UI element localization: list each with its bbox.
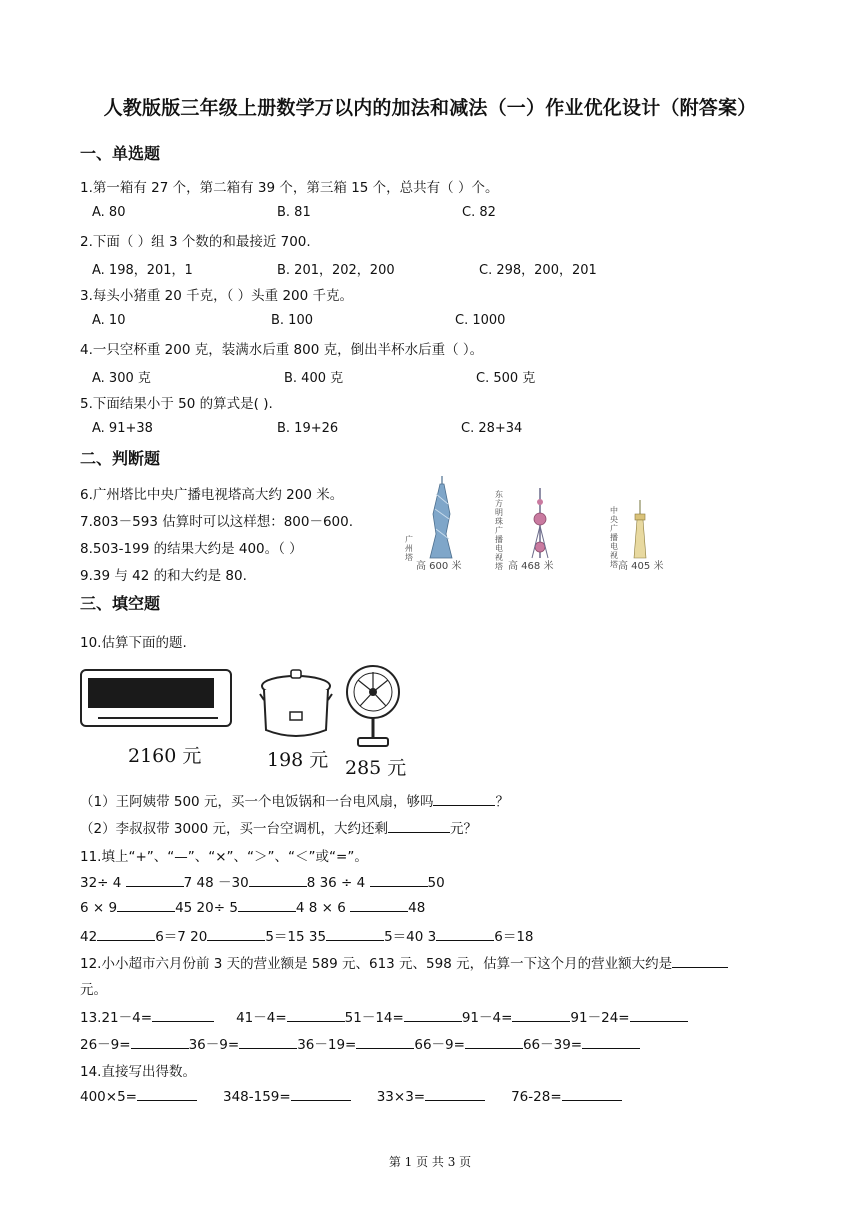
question-8: 8.503-199 的结果大约是 400。（ ） bbox=[80, 541, 303, 557]
q11-expr: 50 bbox=[427, 875, 445, 891]
q2-option-a: A. 198，201，1 bbox=[92, 263, 193, 278]
q11-row-3 bbox=[80, 925, 534, 945]
answer-blank[interactable] bbox=[137, 1087, 197, 1101]
question-7: 7.803－593 估算时可以这样想：800－600. bbox=[80, 514, 354, 530]
q4-option-a: A. 300 克 bbox=[92, 371, 151, 386]
q13-expr: 41－4= bbox=[236, 1010, 287, 1026]
q10-sub1-text: （1）王阿姨带 500 元，买一个电饭锅和一台电风扇，够吗 bbox=[80, 794, 434, 810]
q11-expr: 45 20÷ 5 bbox=[175, 900, 238, 916]
answer-blank[interactable] bbox=[326, 927, 384, 941]
question-11: 11.填上“+”、“—”、“×”、“＞”、“＜”或“=”。 bbox=[80, 849, 368, 865]
q11-expr: 5＝40 3 bbox=[384, 929, 437, 945]
q1-option-b: B. 81 bbox=[277, 205, 311, 220]
q10-sub2-text: （2）李叔叔带 3000 元，买一台空调机，大约还剩 bbox=[80, 821, 389, 837]
answer-blank[interactable] bbox=[672, 954, 728, 968]
answer-blank[interactable] bbox=[350, 898, 408, 912]
q12-end: 元。 bbox=[80, 982, 107, 998]
guangzhou-tower-name: 广州塔 bbox=[405, 535, 413, 562]
q10-sub2-end: 元？ bbox=[450, 821, 478, 837]
answer-blank[interactable] bbox=[97, 927, 155, 941]
question-9: 9.39 与 42 的和大约是 80. bbox=[80, 568, 247, 584]
q11-expr: 6＝18 bbox=[494, 929, 534, 945]
q11-expr: 8 36 ÷ 4 bbox=[306, 875, 370, 891]
guangzhou-tower-image bbox=[430, 476, 452, 558]
q11-expr: 7 48 －30 bbox=[183, 875, 249, 891]
q3-option-c: C. 1000 bbox=[455, 313, 506, 328]
q13-expr: 51－14= bbox=[344, 1010, 404, 1026]
q4-option-c: C. 500 克 bbox=[476, 371, 536, 386]
q14-expr: 33×3= bbox=[376, 1089, 426, 1105]
q11-expr: 6＝7 20 bbox=[155, 929, 208, 945]
electric-fan-icon bbox=[347, 666, 399, 746]
oriental-pearl-tower-image bbox=[532, 488, 548, 558]
cctv-tower-image bbox=[634, 500, 646, 558]
q12-text: 12.小小超市六月份前 3 天的营业额是 589 元、613 元、598 元，估算一下这个月的营业额大约是 bbox=[80, 956, 673, 972]
cctv-tower-name: 中央广播电视塔 bbox=[610, 506, 618, 569]
air-conditioner-price: 2160 元 bbox=[128, 745, 202, 767]
question-2: 2.下面（ ）组 3 个数的和最接近 700. bbox=[80, 234, 311, 250]
q10-sub1-end: ？ bbox=[495, 794, 509, 810]
q13-expr: 66－39= bbox=[522, 1037, 583, 1053]
answer-blank[interactable] bbox=[117, 898, 175, 912]
answer-blank[interactable] bbox=[287, 1008, 345, 1022]
q11-expr: 4 8 × 6 bbox=[295, 900, 351, 916]
answer-blank[interactable] bbox=[249, 873, 307, 887]
answer-blank[interactable] bbox=[239, 1035, 297, 1049]
oriental-pearl-name: 东方明珠广播电视塔 bbox=[495, 490, 503, 571]
q11-expr: 5＝15 35 bbox=[265, 929, 327, 945]
q2-option-c: C. 298，200，201 bbox=[479, 263, 597, 278]
question-12 bbox=[80, 952, 728, 972]
question-10-part-1 bbox=[80, 790, 509, 810]
q13-expr: 91－24= bbox=[570, 1010, 630, 1026]
q3-option-a: A. 10 bbox=[92, 313, 126, 328]
q5-option-a: A. 91+38 bbox=[92, 421, 153, 436]
answer-blank[interactable] bbox=[436, 927, 494, 941]
answer-blank[interactable] bbox=[562, 1087, 622, 1101]
section-heading-fill-blank: 三、填空题 bbox=[80, 594, 161, 613]
rice-cooker-icon bbox=[260, 670, 332, 736]
cctv-tower-height: 高 405 米 bbox=[618, 561, 664, 572]
q14-expr: 348-159= bbox=[222, 1089, 291, 1105]
answer-blank[interactable] bbox=[512, 1008, 570, 1022]
q11-expr: 48 bbox=[408, 900, 426, 916]
q3-option-b: B. 100 bbox=[271, 313, 313, 328]
oriental-pearl-height: 高 468 米 bbox=[508, 561, 554, 572]
answer-blank[interactable] bbox=[207, 927, 265, 941]
section-heading-single-choice: 一、单选题 bbox=[80, 144, 161, 163]
q11-row-2 bbox=[80, 898, 425, 916]
q4-option-b: B. 400 克 bbox=[284, 371, 344, 386]
q5-option-b: B. 19+26 bbox=[277, 421, 339, 436]
q13-row-2 bbox=[80, 1033, 640, 1053]
q11-row-1 bbox=[80, 871, 445, 891]
question-1: 1.第一箱有 27 个，第二箱有 39 个，第三箱 15 个，总共有（ ）个。 bbox=[80, 180, 499, 196]
question-10-part-2 bbox=[80, 817, 477, 837]
page-title: 人教版版三年级上册数学万以内的加法和减法（一）作业优化设计（附答案） bbox=[103, 97, 757, 119]
page-footer: 第 1 页 共 3 页 bbox=[388, 1155, 472, 1169]
q13-expr: 36－19= bbox=[297, 1037, 357, 1053]
answer-blank[interactable] bbox=[238, 898, 296, 912]
q13-expr: 26－9= bbox=[80, 1037, 131, 1053]
answer-blank[interactable] bbox=[152, 1008, 214, 1022]
answer-blank[interactable] bbox=[433, 792, 495, 806]
q14-expr: 400×5= bbox=[80, 1089, 137, 1105]
fan-price: 285 元 bbox=[345, 757, 407, 779]
section-heading-true-false: 二、判断题 bbox=[80, 449, 161, 468]
q1-option-a: A. 80 bbox=[92, 205, 126, 220]
answer-blank[interactable] bbox=[126, 873, 184, 887]
q11-expr: 6 × 9 bbox=[80, 900, 118, 916]
rice-cooker-price: 198 元 bbox=[267, 749, 329, 771]
q11-expr: 42 bbox=[80, 929, 98, 945]
q11-expr: 32÷ 4 bbox=[80, 875, 126, 891]
answer-blank[interactable] bbox=[465, 1035, 523, 1049]
answer-blank[interactable] bbox=[291, 1087, 351, 1101]
q13-row-1 bbox=[80, 1006, 688, 1026]
q2-option-b: B. 201，202，200 bbox=[277, 263, 395, 278]
q1-option-c: C. 82 bbox=[462, 205, 496, 220]
q14-row bbox=[80, 1087, 622, 1105]
answer-blank[interactable] bbox=[356, 1035, 414, 1049]
q5-option-c: C. 28+34 bbox=[461, 421, 523, 436]
q14-expr: 76-28= bbox=[511, 1089, 562, 1105]
air-conditioner-icon bbox=[81, 670, 231, 726]
question-3: 3.每头小猪重 20 千克，（ ）头重 200 千克。 bbox=[80, 288, 354, 304]
q13-expr: 66－9= bbox=[414, 1037, 465, 1053]
answer-blank[interactable] bbox=[388, 819, 450, 833]
answer-blank[interactable] bbox=[370, 873, 428, 887]
question-6: 6.广州塔比中央广播电视塔高大约 200 米。 bbox=[80, 487, 344, 503]
q13-expr: 91－4= bbox=[461, 1010, 513, 1026]
answer-blank[interactable] bbox=[404, 1008, 462, 1022]
question-5: 5.下面结果小于 50 的算式是( ). bbox=[80, 396, 273, 412]
guangzhou-tower-height: 高 600 米 bbox=[416, 561, 462, 572]
q13-expr: 36－9= bbox=[188, 1037, 240, 1053]
question-10: 10.估算下面的题. bbox=[80, 635, 187, 651]
answer-blank[interactable] bbox=[630, 1008, 688, 1022]
question-4: 4.一只空杯重 200 克，装满水后重 800 克，倒出半杯水后重（ ）。 bbox=[80, 342, 484, 358]
answer-blank[interactable] bbox=[582, 1035, 640, 1049]
answer-blank[interactable] bbox=[131, 1035, 189, 1049]
answer-blank[interactable] bbox=[425, 1087, 485, 1101]
question-14: 14.直接写出得数。 bbox=[80, 1064, 196, 1080]
q13-expr: 13.21－4= bbox=[80, 1010, 153, 1026]
